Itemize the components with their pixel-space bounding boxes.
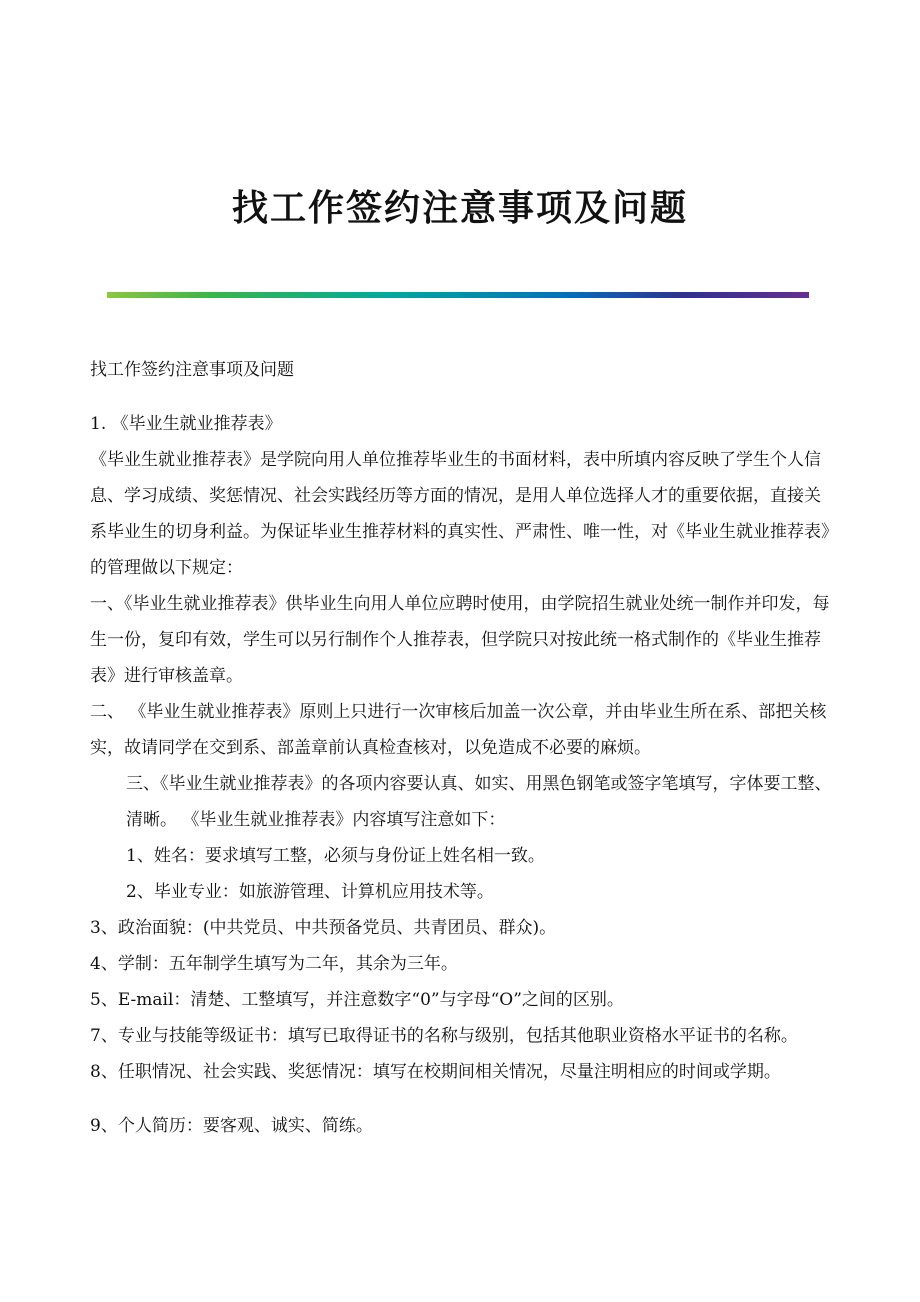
list-item-experience: 8、任职情况、社会实践、奖惩情况：填写在校期间相关情况，尽量注明相应的时间或学期。 <box>90 1062 781 1082</box>
list-item-major: 2、毕业专业：如旅游管理、计算机应用技术等。 <box>126 882 494 902</box>
paragraph-intro: 《毕业生就业推荐表》是学院向用人单位推荐毕业生的书面材料，表中所填内容反映了学生个人信息、学习成绩、奖惩情况、社会实践经历等方面的情况，是用人单位选择人才的重要依据，直接关系毕业生的切身利益。为保证毕业生推荐材料的真实性、严肃性、唯一性，对《毕业生就业推荐表》的管理做以下规定： <box>90 450 830 578</box>
list-item-resume: 9、个人简历：要客观、诚实、简练。 <box>90 1116 373 1136</box>
list-item-political-status: 3、政治面貌：(中共党员、中共预备党员、共青团员、群众)。 <box>90 918 557 938</box>
list-item-certificates: 7、专业与技能等级证书：填写已取得证书的名称与级别，包括其他职业资格水平证书的名称。 <box>90 1026 798 1046</box>
body-heading: 找工作签约注意事项及问题 <box>90 360 294 380</box>
paragraph-rule-2: 二、 《毕业生就业推荐表》原则上只进行一次审核后加盖一次公章，并由毕业生所在系、部把关核实，故请同学在交到系、部盖章前认真检查核对，以免造成不必要的麻烦。 <box>90 702 827 758</box>
list-item-email: 5、E-mail：清楚、工整填写，并注意数字“0”与字母“O”之间的区别。 <box>90 990 624 1010</box>
gradient-divider <box>107 292 809 298</box>
section-heading-recommendation-form: 1. 《毕业生就业推荐表》 <box>90 414 282 434</box>
list-item-name: 1、姓名：要求填写工整，必须与身份证上姓名相一致。 <box>126 846 545 866</box>
paragraph-rule-3: 三、《毕业生就业推荐表》的各项内容要认真、如实、用黑色钢笔或签字笔填写，字体要工整、清晰。 《毕业生就业推荐表》内容填写注意如下： <box>126 774 832 830</box>
paragraph-rule-1: 一、《毕业生就业推荐表》供毕业生向用人单位应聘时使用，由学院招生就业处统一制作并印发，每生一份，复印有效，学生可以另行制作个人推荐表，但学院只对按此统一格式制作的《毕业生推荐表》进行审核盖章。 <box>90 594 830 686</box>
list-item-schooling-length: 4、学制：五年制学生填写为二年，其余为三年。 <box>90 954 458 974</box>
document-title: 找工作签约注意事项及问题 <box>231 188 688 229</box>
document-body <box>90 352 835 1144</box>
